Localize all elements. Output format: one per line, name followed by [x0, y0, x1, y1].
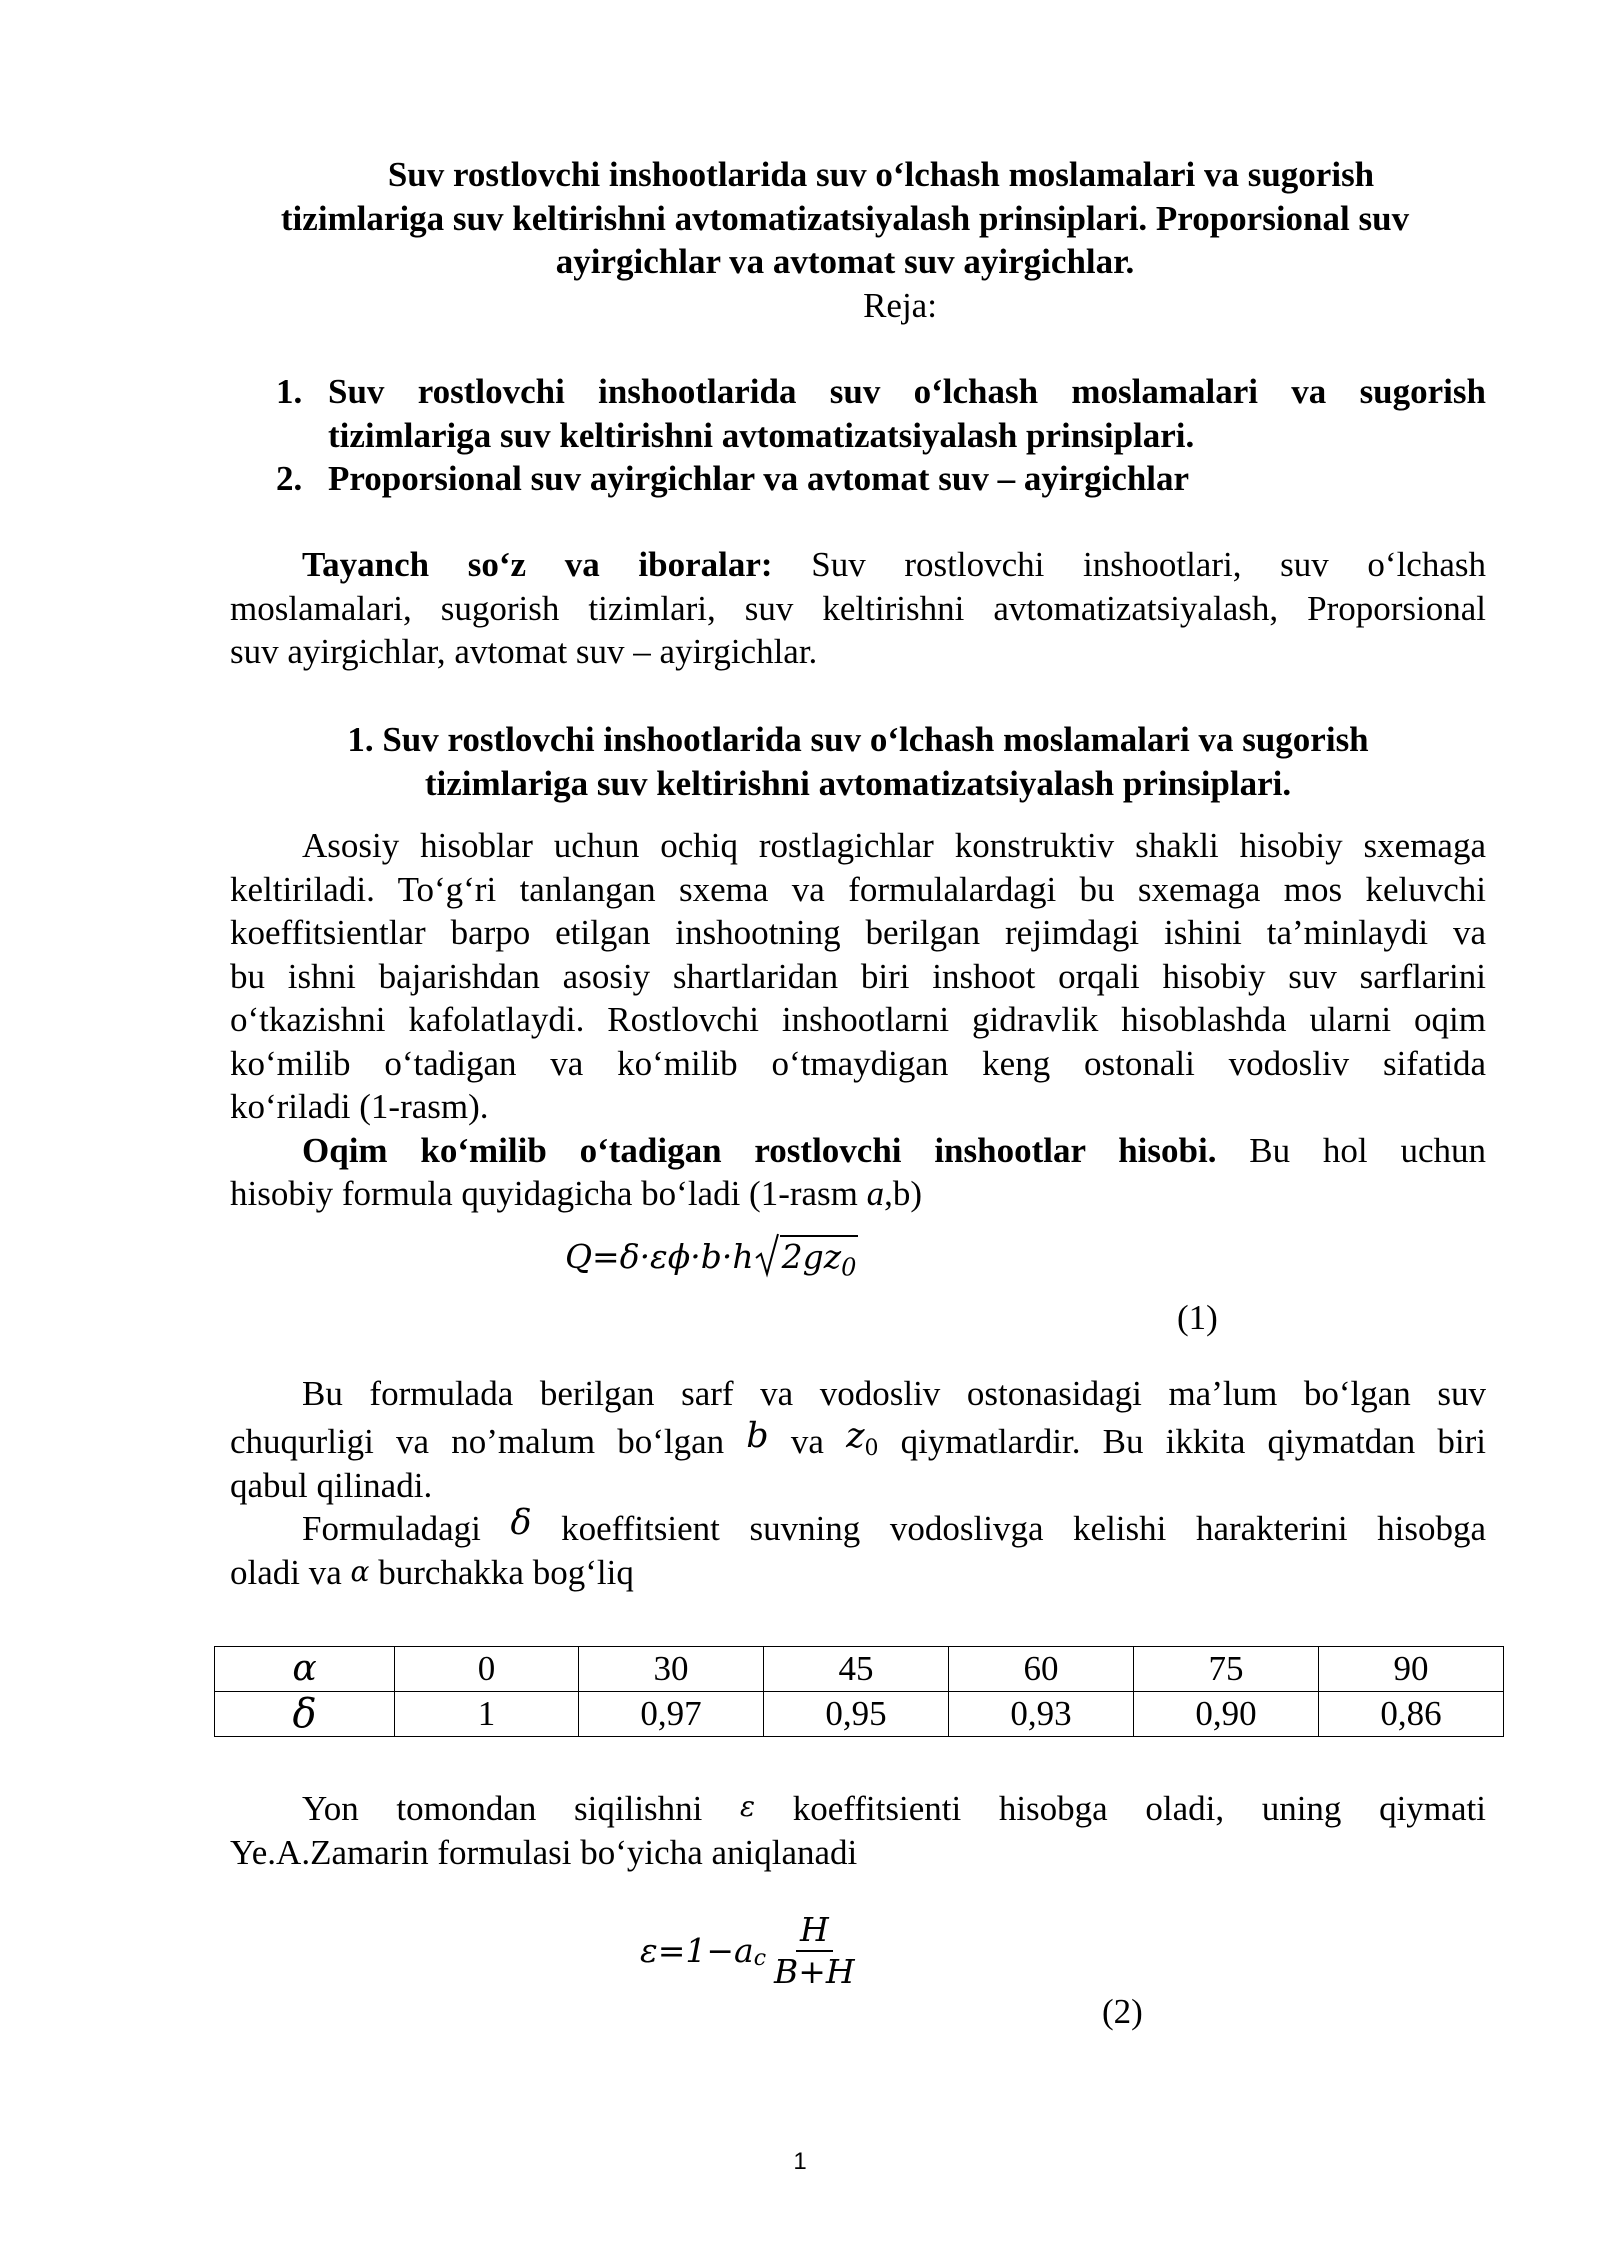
fraction-denominator: B+H [774, 1952, 855, 1991]
radicand-subscript: 0 [841, 1253, 857, 1282]
keywords-line-2: moslamalari, sugorish tizimlari, suv keltirishni avtomatizatsiyalash, Proporsional [230, 588, 1486, 628]
paragraph-text: Bu hol uchun [1249, 1130, 1486, 1170]
formula-1-number: (1) [1177, 1298, 1218, 1337]
paragraph-text: Yon tomondan siqilishni [302, 1789, 703, 1828]
paragraph-3 [230, 1372, 1486, 1594]
plan-item-text: Suv rostlovchi inshootlarida suv o‘lchash moslamalari va sugorish [328, 372, 1486, 411]
paragraph-line: Bu formulada berilgan sarf va vodosliv ostonasidagi ma’lum bo‘lgan suv [302, 1374, 1486, 1413]
paragraph-line: bu ishni bajarishdan asosiy shartlaridan biri inshoot orqali hisobiy suv sarflarini [230, 956, 1486, 996]
radicand-text: 2gz [781, 1237, 842, 1276]
table-row-delta [215, 1692, 1504, 1737]
title-line-1: Suv rostlovchi inshootlarida suv o‘lchash moslamalari va sugorish [387, 155, 1375, 194]
keywords-paragraph [230, 543, 1486, 674]
symbol-z-subscript: 0 [864, 1435, 879, 1461]
plan-item-number: 1. [276, 372, 303, 411]
paragraph-line: o‘tkazishni kafolatlaydi. Rostlovchi inshootlarni gidravlik hisoblashda ularni oqim [230, 1000, 1486, 1039]
table-cell-delta-label: δ [215, 1692, 395, 1737]
paragraph-text: va [790, 1421, 824, 1461]
paragraph-line: Ye.A.Zamarin formulasi bo‘yicha aniqlanadi [230, 1832, 858, 1872]
formula-1-expression: Q=δ·εϕ·b·h [565, 1237, 754, 1276]
plan-item-number: 2. [276, 459, 303, 498]
keywords-line-3: suv ayirgichlar, avtomat suv – ayirgichlar. [230, 632, 818, 671]
paragraph-line: ko‘riladi (1-rasm). [230, 1087, 489, 1126]
paragraph-text: koeffitsient suvning vodoslivga kelishi harakterini hisobga [561, 1509, 1486, 1548]
title-line-3: ayirgichlar va avtomat suv ayirgichlar. [555, 242, 1135, 281]
radicand [780, 1235, 859, 1282]
square-root [754, 1232, 859, 1290]
symbol-alpha: α [350, 1554, 370, 1588]
fraction [772, 1910, 857, 1992]
keywords-label: Tayanch so‘z va iboralar: [302, 545, 773, 584]
section-heading-line-1: 1. Suv rostlovchi inshootlarida suv o‘lchash moslamalari va sugorish [347, 720, 1369, 759]
symbol-z0 [846, 1415, 879, 1461]
table-cell: 60 [949, 1647, 1134, 1692]
italic-figure-ref: a [866, 1174, 885, 1213]
document-title [230, 153, 1460, 284]
paragraph-5 [230, 1787, 1486, 1874]
keywords-line-1 [230, 543, 1486, 587]
table-cell: 0,86 [1319, 1692, 1504, 1737]
section-heading [230, 718, 1486, 805]
paragraph-line: koeffitsientlar barpo etilgan inshootning berilgan rejimdagi ishini ta’minlaydi va [230, 913, 1486, 952]
fraction-numerator: H [796, 1910, 833, 1952]
table-cell: 0,90 [1134, 1692, 1319, 1737]
table-cell: 0,95 [764, 1692, 949, 1737]
coefficient-table [214, 1646, 1504, 1737]
paragraph-4-line-2 [230, 1551, 1486, 1595]
subsection-title: Oqim ko‘milib o‘tadigan rostlovchi inshootlar hisobi. [302, 1130, 1217, 1170]
plan-item-1-continuation: tizimlariga suv keltirishni avtomatizatsiyalash prinsiplari. [328, 415, 1195, 455]
paragraph-text: Formuladagi [302, 1509, 481, 1548]
paragraph-line: ko‘milib o‘tadigan va ko‘milib o‘tmaydigan keng ostonali vodosliv sifatida [230, 1043, 1486, 1083]
table-cell: 45 [764, 1647, 949, 1692]
plan-item-text: Proporsional suv ayirgichlar va avtomat suv – ayirgichlar [328, 459, 1190, 498]
paragraph-text: burchakka bog‘liq [378, 1552, 634, 1592]
title-line-2: tizimlariga suv keltirishni avtomatizatsiyalash prinsiplari. Proporsional suv [280, 198, 1410, 238]
paragraph-3-line-2 [230, 1416, 1486, 1464]
formula-2-lhs: ε=1−a [640, 1931, 754, 1971]
table-cell: 0,93 [949, 1692, 1134, 1737]
paragraph-5-line-1 [230, 1787, 1486, 1831]
paragraph-1 [230, 824, 1486, 1216]
table-cell: 30 [579, 1647, 764, 1692]
radical-sign-icon [754, 1232, 780, 1278]
paragraph-text: oladi va [230, 1552, 342, 1592]
symbol-delta: δ [510, 1503, 532, 1543]
formula-2-number: (2) [1102, 1992, 1143, 2031]
formula-1 [565, 1232, 858, 1290]
paragraph-text: qiymatlardir. Bu ikkita qiymatdan biri [900, 1421, 1487, 1461]
table-cell: 0,97 [579, 1692, 764, 1737]
formula-2 [640, 1910, 857, 1992]
table-cell: 75 [1134, 1647, 1319, 1692]
paragraph-line: qabul qilinadi. [230, 1465, 433, 1505]
paragraph-line: Asosiy hisoblar uchun ochiq rostlagichlar konstruktiv shakli hisobiy sxemaga [302, 826, 1486, 865]
table-cell: 1 [395, 1692, 579, 1737]
plan-list [276, 370, 1486, 501]
page-number: 1 [793, 2148, 807, 2175]
symbol-epsilon: ε [740, 1790, 756, 1823]
plan-item-2 [276, 457, 1486, 501]
section-heading-line-2: tizimlariga suv keltirishni avtomatizatsiyalash prinsiplari. [424, 763, 1292, 803]
formula-2-subscript: c [753, 1946, 767, 1972]
symbol-b: b [746, 1415, 769, 1456]
paragraph-4-line-1 [230, 1503, 1486, 1551]
table-cell-alpha-label: α [215, 1647, 395, 1692]
paragraph-text: hisobiy formula quyidagicha bo‘ladi (1-rasm [230, 1174, 867, 1213]
plan-heading: Reja: [863, 286, 937, 325]
paragraph-2-line-2 [230, 1172, 1486, 1216]
table-cell: 90 [1319, 1647, 1504, 1692]
keywords-text: Suv rostlovchi inshootlari, suv o‘lchash [811, 545, 1487, 584]
symbol-z: z [846, 1415, 865, 1456]
table-row-alpha [215, 1647, 1504, 1692]
paragraph-text: ,b) [884, 1174, 923, 1213]
paragraph-text: koeffitsienti hisobga oladi, uning qiymati [792, 1789, 1486, 1828]
plan-item-1 [276, 370, 1486, 414]
paragraph-line: keltiriladi. To‘g‘ri tanlangan sxema va formulalardagi bu sxemaga mos keluvchi [230, 869, 1486, 909]
table-cell: 0 [395, 1647, 579, 1692]
paragraph-text: chuqurligi va no’malum bo‘lgan [230, 1421, 725, 1461]
paragraph-2-line-1 [230, 1129, 1486, 1173]
